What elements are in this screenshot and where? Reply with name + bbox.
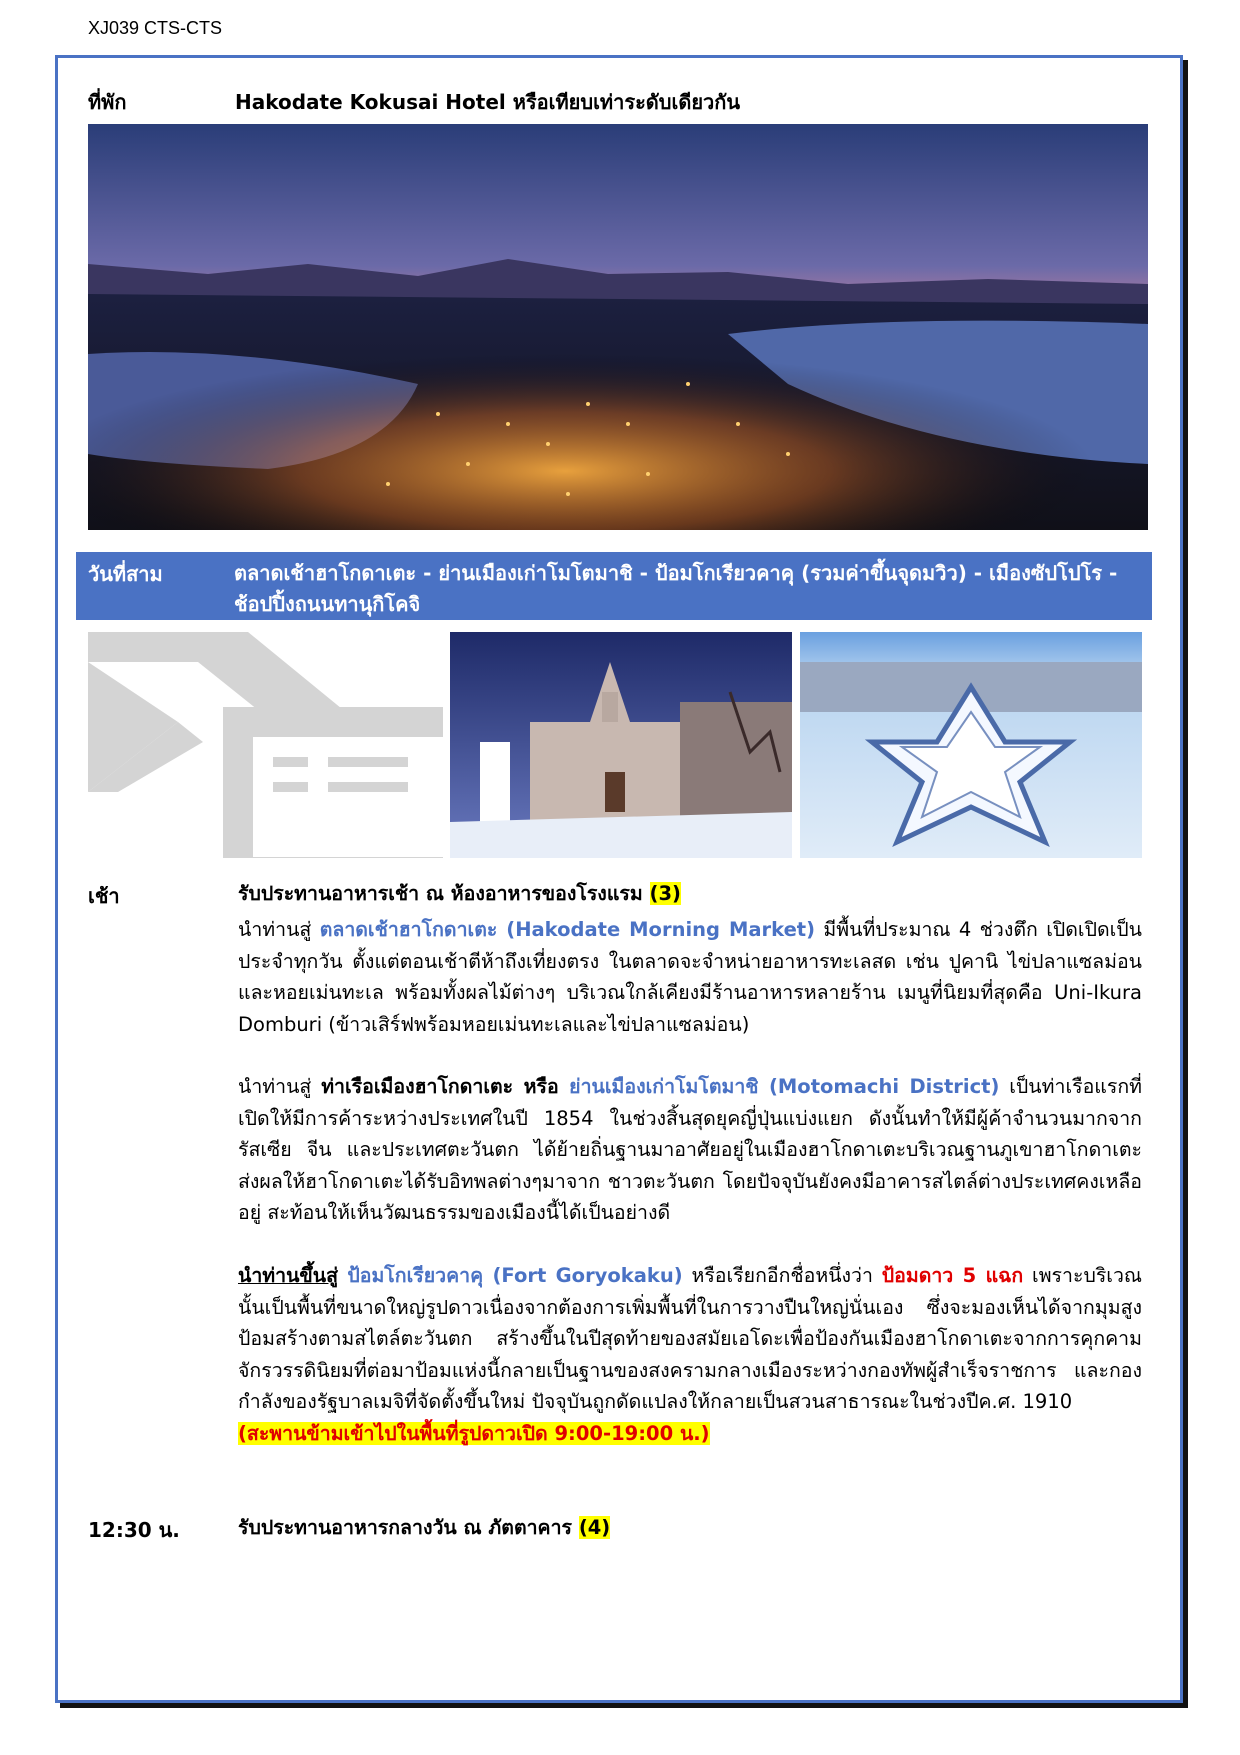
lunch-line [238, 1512, 1142, 1544]
brand-logo [88, 632, 443, 858]
p1-text: มีพื้นที่ประมาณ 4 ช่วงตึก เปิดเปิดเป็นประจำทุกวัน ตั้งแต่ตอนเช้าตีห้าถึงเที่ยงตรง ในตลาดจะจำหน่ายอาหารทะเลสด เช่น ปูคานิ ไข่ปลาแซลม่อน และหอยเม่นทะเล พร้อมทั้งผลไม้ต่างๆ บริเวณใกล้เคียงมีร้านอาหารหลายร้าน เมนูที่นิยมที่สุดคือ Uni-Ikura Domburi (ข้าวเสิร์ฟพร้อมหอยเม่นทะเลและไข่ปลาแซลม่อน) [238, 918, 1143, 1036]
hakodate-port-name: ท่าเรือเมืองฮาโกดาเตะ หรือ [321, 1075, 559, 1098]
breakfast-line [238, 878, 1142, 910]
breakfast-text: รับประทานอาหารเช้า ณ ห้องอาหารของโรงแรม [238, 882, 643, 905]
motomachi-church-photo [450, 632, 792, 858]
star-fort-name: ป้อมดาว 5 แฉก [881, 1264, 1024, 1287]
hakodate-night-view-photo [88, 124, 1148, 530]
p3-mid: หรือเรียกอีกชื่อหนึ่งว่า [682, 1264, 882, 1287]
paragraph-morning-market [238, 914, 1142, 1040]
motomachi-district-name: ย่านเมืองเก่าโมโตมาชิ (Motomachi District) [558, 1075, 1000, 1098]
p1-lead: นำท่านสู่ [238, 918, 320, 941]
morning-label: เช้า [88, 884, 120, 908]
day-3-heading-bar [76, 552, 1152, 620]
bridge-hours-note: (สะพานข้ามเข้าไปในพื้นที่รูปดาวเปิด 9:00-19:00 น.) [238, 1421, 710, 1445]
lunch-text: รับประทานอาหารกลางวัน ณ ภัตตาคาร [238, 1516, 573, 1539]
fort-goryokaku-photo [800, 632, 1142, 858]
paragraph-motomachi [238, 1071, 1142, 1229]
morning-market-name: ตลาดเช้าฮาโกดาเตะ (Hakodate Morning Market) [319, 918, 816, 941]
p2-lead: นำท่านสู่ [238, 1075, 322, 1098]
day-title: ตลาดเช้าฮาโกดาเตะ - ย่านเมืองเก่าโมโตมาชิ - ป้อมโกเรียวคาคุ (รวมค่าขึ้นจุดมวิว) - เมืองซัปโปโร - ช้อปปิ้งถนนทานุกิโคจิ [234, 561, 1118, 616]
paragraph-goryokaku [238, 1260, 1142, 1449]
p3-lead: นำท่านขึ้นสู่ [238, 1264, 338, 1287]
document-code: XJ039 CTS-CTS [88, 18, 223, 38]
day-label: วันที่สาม [88, 562, 163, 586]
lunch-meal-number-badge: (4) [578, 1516, 611, 1539]
hotel-name: Hakodate Kokusai Hotel หรือเทียบเท่าระดับเดียวกัน [235, 90, 741, 114]
p3-text: เพราะบริเวณนั้นเป็นพื้นที่ขนาดใหญ่รูปดาวเนื่องจากต้องการเพิ่มพื้นที่ในการวางปืนใหญ่นั่นเอง ซึ่งจะมองเห็นได้จากมุมสูง ป้อมสร้างตามสไตล์ตะวันตก สร้างขึ้นในปีสุดท้ายของสมัยเอโดะเพื่อป้องกันเมืองฮาโกดาเตะจากการคุกคามจักรวรรดินิยมที่ต่อมาป้อมแห่งนี้กลายเป็นฐานของสงครามกลางเมืองระหว่างกองทัพผู้สำเร็จราชการ และกองกำลังของรัฐบาลเมจิที่จัดตั้งขึ้นใหม่ ปัจจุบันถูกดัดแปลงให้กลายเป็นสวนสาธารณะในช่วงปีค.ศ. 1910 [238, 1264, 1143, 1413]
fort-goryokaku-name: ป้อมโกเรียวคาคุ (Fort Goryokaku) [337, 1264, 683, 1287]
lunch-time: 12:30 น. [88, 1518, 180, 1542]
meal-number-badge: (3) [649, 882, 681, 905]
p2-text: เป็นท่าเรือแรกที่เปิดให้มีการค้าระหว่างประเทศในปี 1854 ในช่วงสิ้นสุดยุคญี่ปุ่นแบ่งแยก ดังนั้นทำให้มีผู้ค้าจำนวนมากจากรัสเซีย จีน และประเทศตะวันตก ได้ย้ายถิ่นฐานมาอาศัยอยู่ในเมืองฮาโกดาเตะบริเวณฐานภูเขาฮาโกดาเตะ ส่งผลให้ฮาโกดาเตะได้รับอิทพลต่างๆมาจาก ชาวตะวันตก โดยปัจจุบันยังคงมีอาคารสไตล์ต่างประเทศคงเหลืออยู่ สะท้อนให้เห็นวัฒนธรรมของเมืองนี้ได้เป็นอย่างดี [238, 1075, 1142, 1224]
hotel-label: ที่พัก [88, 90, 127, 114]
